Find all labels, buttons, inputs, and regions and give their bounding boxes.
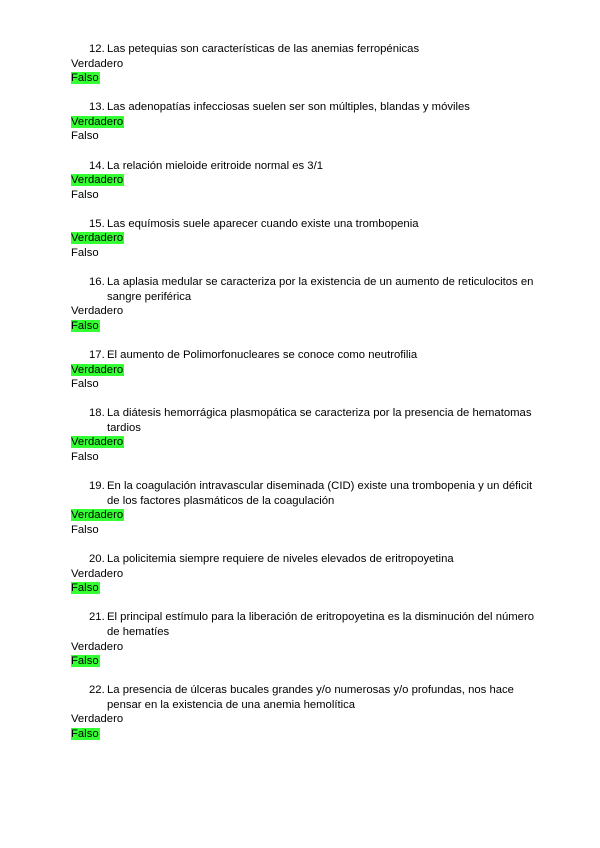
option[interactable] [71, 640, 600, 655]
option-label: Verdadero [71, 363, 124, 376]
option-label: Falso [71, 130, 99, 143]
option-correct[interactable] [71, 508, 600, 523]
question [0, 348, 600, 363]
question-number: 17. [89, 349, 105, 361]
option-correct[interactable] [71, 363, 600, 378]
option-label: Verdadero [71, 232, 124, 245]
question-block [0, 100, 600, 144]
question-block [0, 275, 600, 333]
question-text: El principal estímulo para la liberación de eritropoyetina es la disminución del número de hematíes [107, 611, 534, 638]
option-label: Falso [71, 582, 99, 595]
question-block [0, 406, 600, 464]
option[interactable] [71, 129, 600, 144]
option[interactable] [71, 57, 600, 72]
question-number: 21. [89, 611, 105, 624]
option[interactable] [71, 377, 600, 392]
question-number: 18. [89, 407, 105, 420]
question-number: 16. [89, 276, 105, 289]
question [0, 100, 600, 115]
option[interactable] [71, 188, 600, 203]
option-correct[interactable] [71, 654, 600, 669]
question-number: 13. [89, 101, 105, 114]
question-number: 19. [89, 480, 105, 493]
option-label: Falso [71, 727, 99, 740]
question [0, 159, 600, 174]
option[interactable] [71, 450, 600, 465]
question-text: La relación mieloide eritroide normal es 3/1 [107, 159, 324, 172]
option-label: Verdadero [71, 640, 124, 653]
option[interactable] [71, 304, 600, 319]
option-correct[interactable] [71, 173, 600, 188]
question [0, 42, 600, 57]
option-label: Verdadero [71, 305, 124, 318]
question-number: 15. [89, 217, 105, 230]
question [0, 217, 600, 232]
option[interactable] [71, 246, 600, 261]
question-block [0, 42, 600, 86]
question-number: 14. [89, 159, 105, 172]
option-label: Verdadero [71, 115, 124, 128]
question [0, 406, 600, 435]
option-label: Falso [71, 188, 99, 201]
option-correct[interactable] [71, 319, 600, 334]
option-label: Falso [71, 247, 99, 260]
option-correct[interactable] [71, 581, 600, 596]
question-block [0, 683, 600, 741]
question-block [0, 217, 600, 261]
question-text: La presencia de úlceras bucales grandes y/o numerosas y/o profundas, nos hace pensar en la existencia de una anemia hemolítica [107, 684, 514, 711]
option-label: Falso [71, 451, 99, 464]
question-block [0, 552, 600, 596]
option-correct[interactable] [71, 727, 600, 742]
question-block [0, 348, 600, 392]
question-number: 20. [89, 553, 105, 566]
option-label: Falso [71, 319, 99, 332]
option-label: Falso [71, 72, 99, 85]
question-text: La policitemia siempre requiere de niveles elevados de eritropoyetina [107, 553, 454, 566]
option-correct[interactable] [71, 435, 600, 450]
option-correct[interactable] [71, 71, 600, 86]
option[interactable] [71, 567, 600, 582]
option-label: Falso [71, 523, 99, 536]
question-text: Las equímosis suele aparecer cuando existe una trombopenia [107, 217, 419, 230]
question-number: 12. [89, 43, 105, 55]
option-correct[interactable] [71, 231, 600, 246]
option-correct[interactable] [71, 115, 600, 130]
option-label: Verdadero [71, 436, 124, 449]
option-label: Verdadero [71, 713, 124, 726]
option-label: Verdadero [71, 57, 124, 70]
question-text: Las adenopatías infecciosas suelen ser son múltiples, blandas y móviles [107, 101, 470, 114]
question [0, 552, 600, 567]
question-block [0, 610, 600, 668]
option-label: Falso [71, 378, 99, 391]
question [0, 479, 600, 508]
question-block [0, 159, 600, 203]
option-label: Verdadero [71, 174, 124, 187]
question-block [0, 479, 600, 537]
question-number: 22. [89, 684, 105, 697]
quiz-list [0, 42, 600, 756]
question [0, 683, 600, 712]
question-text: Las petequias son características de las anemias ferropénicas [107, 43, 420, 55]
option-label: Falso [71, 655, 99, 668]
question-text: La diátesis hemorrágica plasmopática se caracteriza por la presencia de hematomas tardios [107, 407, 532, 434]
question [0, 610, 600, 639]
question-text: El aumento de Polimorfonucleares se conoce como neutrofilia [107, 349, 418, 361]
option[interactable] [71, 712, 600, 727]
question-text: La aplasia medular se caracteriza por la existencia de un aumento de reticulocitos en sangre periférica [107, 276, 534, 303]
option[interactable] [71, 523, 600, 538]
option-label: Verdadero [71, 509, 124, 522]
option-label: Verdadero [71, 567, 124, 580]
question [0, 275, 600, 304]
question-text: En la coagulación intravascular diseminada (CID) existe una trombopenia y un déficit de los factores plasmáticos de la coagulación [107, 480, 533, 507]
